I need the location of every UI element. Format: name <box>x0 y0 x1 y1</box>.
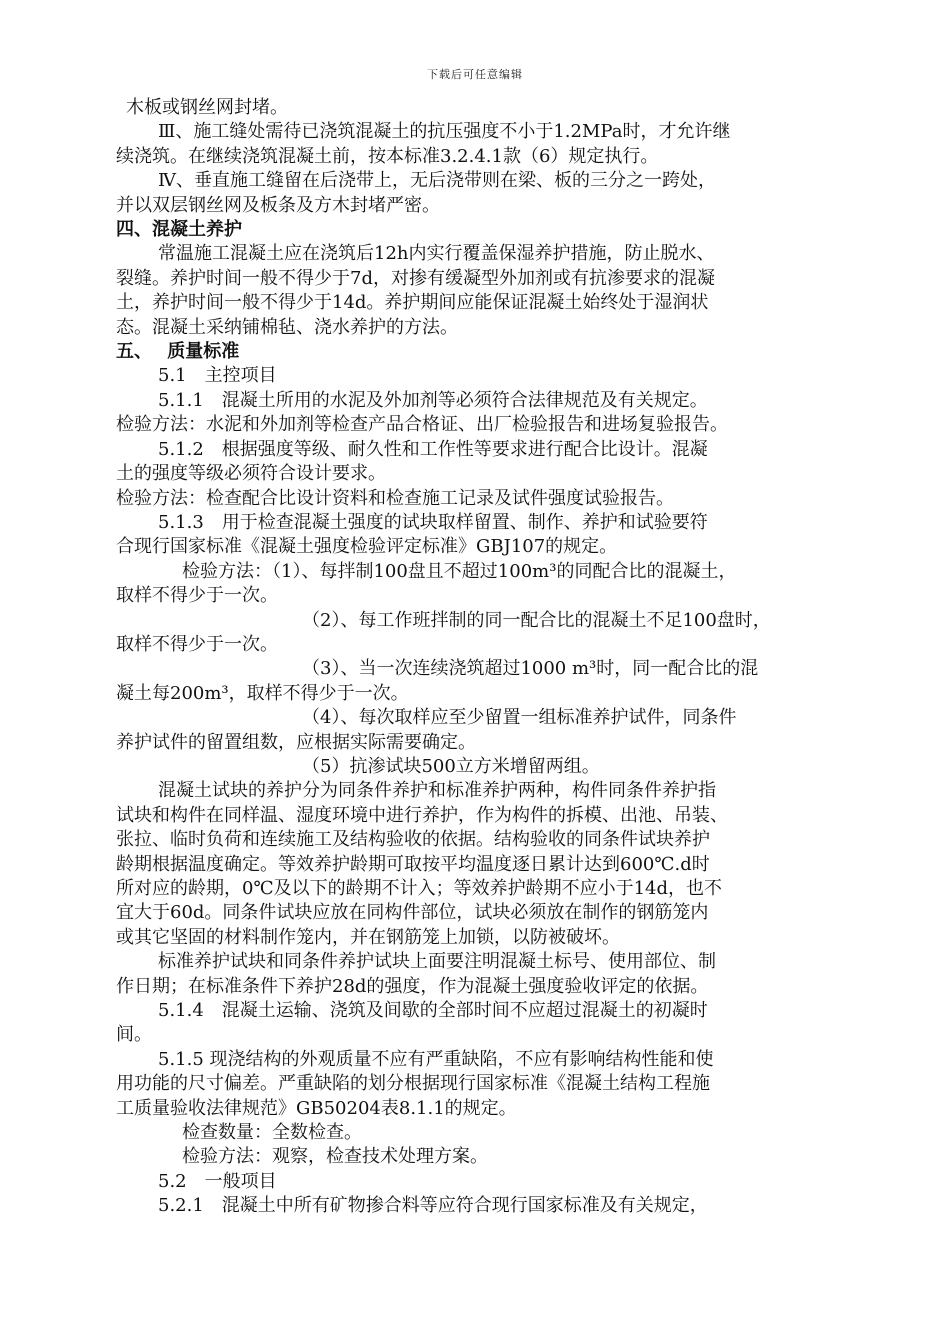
text-line: 检查数量：全数检查。 <box>182 1122 362 1144</box>
text-line: 标准养护试块和同条件养护试块上面要注明混凝土标号、使用部位、制 <box>158 951 716 973</box>
text-line: 5.1.4 混凝土运输、浇筑及间歇的全部时间不应超过混凝土的初凝时 <box>158 1000 708 1022</box>
text-line: 5.2.1 混凝土中所有矿物掺合料等应符合现行国家标准及有关规定， <box>158 1195 708 1217</box>
text-line: 宜大于60d。同条件试块应放在同构件部位，试块必须放在制作的钢筋笼内 <box>116 902 709 924</box>
text-line: 工质量验收法律规范》GB50204表8.1.1的规定。 <box>116 1097 517 1119</box>
text-line: （4）、每次取样应至少留置一组标准养护试件，同条件 <box>302 707 737 729</box>
text-line: 张拉、临时负荷和连续施工及结构验收的依据。结构验收的同条件试块养护 <box>116 829 710 851</box>
page-header: 下载后可任意编辑 <box>427 68 523 81</box>
text-line: 试块和构件在同样温、湿度环境中进行养护，作为构件的拆模、出池、吊装、 <box>116 804 728 826</box>
text-line: 取样不得少于一次。 <box>116 585 278 607</box>
text-line: 检验方法：（1）、每拌制100盘且不超过100m³的同配合比的混凝土， <box>182 560 737 582</box>
text-line: 土，养护时间一般不得少于14d。养护期间应能保证混凝土始终处于湿润状 <box>116 292 709 314</box>
text-line: 检验方法：观察，检查技术处理方案。 <box>182 1146 488 1168</box>
text-line: 5.2 一般项目 <box>158 1170 277 1192</box>
text-line: 凝土每200m³，取样不得少于一次。 <box>116 682 409 704</box>
text-line: （3）、当一次连续浇筑超过1000 m³时，同一配合比的混 <box>302 658 759 680</box>
text-line: 5.1 主控项目 <box>158 365 277 387</box>
text-line: 常温施工混凝土应在浇筑后12h内实行覆盖保湿养护措施，防止脱水、 <box>158 243 715 265</box>
text-line: 养护试件的留置组数，应根据实际需要确定。 <box>116 731 476 753</box>
text-line: 龄期根据温度确定。等效养护龄期可取按平均温度逐日累计达到600℃.d时 <box>116 853 710 875</box>
section-heading: 四、混凝土养护 <box>116 219 242 241</box>
text-line: 5.1.3 用于检查混凝土强度的试块取样留置、制作、养护和试验要符 <box>158 511 708 533</box>
text-line: 土的强度等级必须符合设计要求。 <box>116 463 386 485</box>
text-line: 合现行国家标准《混凝土强度检验评定标准》GBJ107的规定。 <box>116 536 618 558</box>
text-line: （2）、每工作班拌制的同一配合比的混凝土不足100盘时， <box>302 609 771 631</box>
text-line: 5.1.5 现浇结构的外观质量不应有严重缺陷，不应有影响结构性能和使 <box>158 1048 714 1070</box>
document-body <box>116 96 896 1219</box>
text-line: 取样不得少于一次。 <box>116 633 278 655</box>
text-line: 态。混凝土采纳铺棉毡、浇水养护的方法。 <box>116 316 458 338</box>
text-line: Ⅲ、施工缝处需待已浇筑混凝土的抗压强度不小于1.2MPa时，才允许继 <box>158 121 731 143</box>
text-line: 混凝土试块的养护分为同条件养护和标准养护两种，构件同条件养护指 <box>158 780 716 802</box>
text-line: 续浇筑。在继续浇筑混凝土前，按本标准3.2.4.1款（6）规定执行。 <box>116 145 659 167</box>
text-line: 检验方法：水泥和外加剂等检查产品合格证、出厂检验报告和进场复验报告。 <box>116 414 728 436</box>
text-line: 裂缝。养护时间一般不得少于7d，对掺有缓凝型外加剂或有抗渗要求的混凝 <box>116 267 715 289</box>
text-line: 或其它坚固的材料制作笼内，并在钢筋笼上加锁，以防被破坏。 <box>116 926 620 948</box>
text-line: 检验方法：检查配合比设计资料和检查施工记录及试件强度试验报告。 <box>116 487 674 509</box>
text-line: 5.1.1 混凝土所用的水泥及外加剂等必须符合法律规范及有关规定。 <box>158 389 708 411</box>
text-line: 间。 <box>116 1024 152 1046</box>
text-line: 并以双层钢丝网及板条及方木封堵严密。 <box>116 194 440 216</box>
section-heading: 五、 质量标准 <box>116 341 240 363</box>
text-line: 5.1.2 根据强度等级、耐久性和工作性等要求进行配合比设计。混凝 <box>158 438 708 460</box>
text-line: 木板或钢丝网封堵。 <box>126 97 288 118</box>
text-line: （5）抗渗试块500立方米增留两组。 <box>302 755 600 777</box>
text-line: Ⅳ、垂直施工缝留在后浇带上，无后浇带则在梁、板的三分之一跨处， <box>158 170 716 192</box>
text-line: 作日期；在标准条件下养护28d的强度，作为混凝土强度验收评定的依据。 <box>116 975 709 997</box>
text-line: 用功能的尺寸偏差。严重缺陷的划分根据现行国家标准《混凝土结构工程施 <box>116 1073 710 1095</box>
text-line: 所对应的龄期，0℃及以下的龄期不计入；等效养护龄期不应小于14d，也不 <box>116 878 723 899</box>
